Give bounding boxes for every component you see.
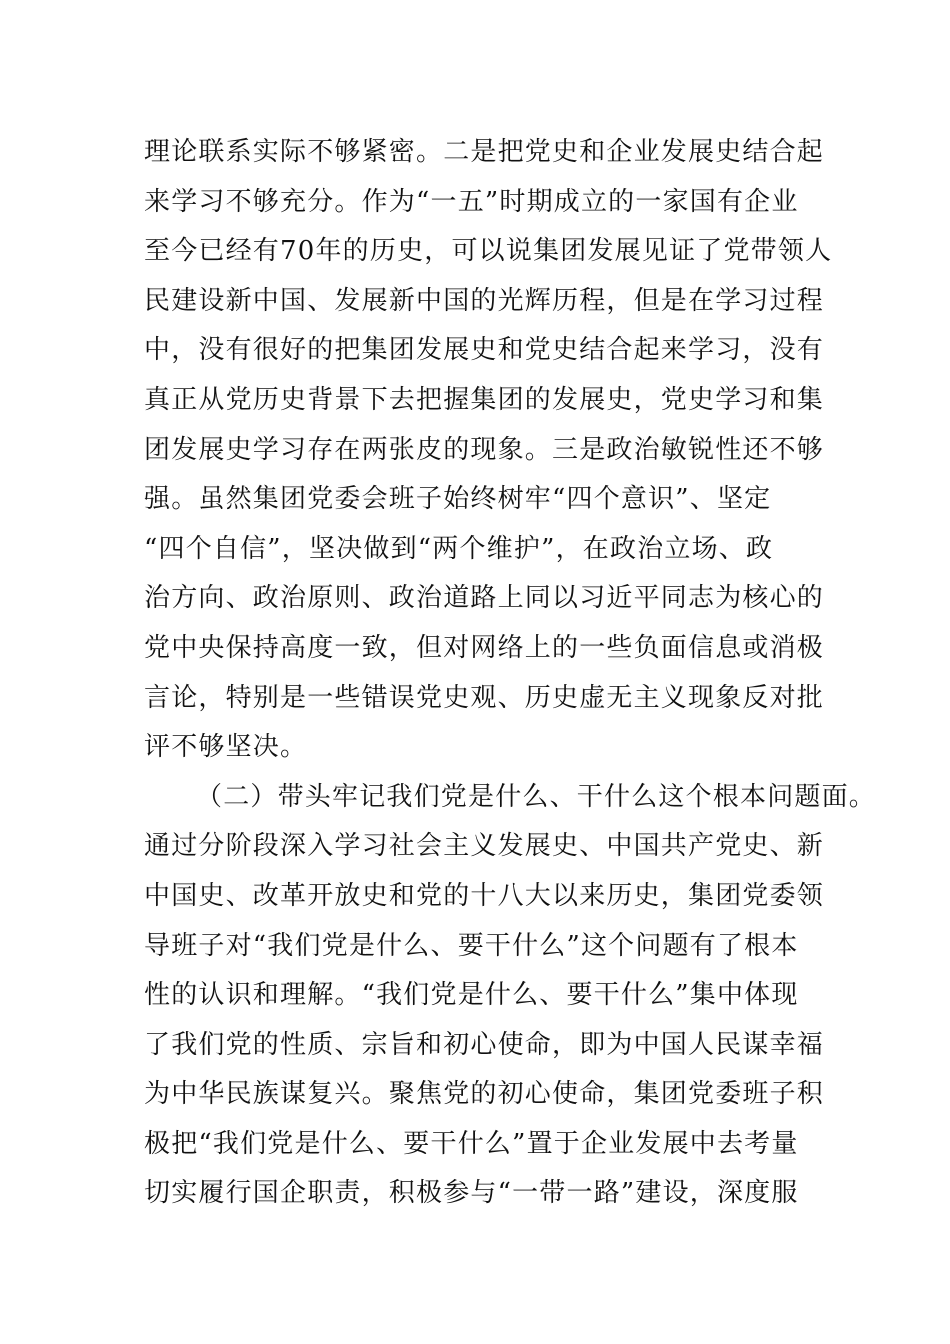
text-line: 真正从党历史背景下去把握集团的发展史，党史学习和集	[144, 384, 825, 415]
text-line: 言论，特别是一些错误党史观、历史虚无主义现象反对批	[144, 682, 825, 713]
text-line: “四个自信”，坚决做到“两个维护”，在政治立场、政	[144, 533, 774, 564]
text-line: 导班子对“我们党是什么、要干什么”这个问题有了根本	[144, 930, 799, 961]
text-line: 至今已经有70年的历史，可以说集团发展见证了党带领人	[144, 236, 833, 267]
text-line: 中，没有很好的把集团发展史和党史结合起来学习，没有	[144, 335, 825, 366]
section-heading-line: （二）带头牢记我们党是什么、干什么这个根本问题面。	[196, 781, 877, 812]
text-line: 通过分阶段深入学习社会主义发展史、中国共产党史、新	[144, 831, 825, 862]
text-line: 中国史、改革开放史和党的十八大以来历史，集团党委领	[144, 880, 825, 911]
text-line: 民建设新中国、发展新中国的光辉历程，但是在学习过程	[144, 285, 825, 316]
text-line: 了我们党的性质、宗旨和初心使命，即为中国人民谋幸福	[144, 1029, 825, 1060]
text-line: 团发展史学习存在两张皮的现象。三是政治敏锐性还不够	[144, 434, 825, 465]
text-line: 极把“我们党是什么、要干什么”置于企业发展中去考量	[144, 1128, 799, 1159]
text-line: 为中华民族谋复兴。聚焦党的初心使命，集团党委班子积	[144, 1079, 825, 1110]
text-line: 切实履行国企职责，积极参与“一带一路”建设，深度服	[144, 1178, 799, 1209]
text-line: 强。虽然集团党委会班子始终树牢“四个意识”、坚定	[144, 484, 772, 515]
text-line: 评不够坚决。	[144, 732, 308, 763]
text-line: 党中央保持高度一致，但对网络上的一些负面信息或消极	[144, 632, 825, 663]
text-line: 性的认识和理解。“我们党是什么、要干什么”集中体现	[144, 980, 799, 1011]
text-line: 来学习不够充分。作为“一五”时期成立的一家国有企业	[144, 186, 799, 217]
document-body	[144, 128, 877, 1219]
text-line: 治方向、政治原则、政治道路上同以习近平同志为核心的	[144, 583, 825, 614]
text-line: 理论联系实际不够紧密。二是把党史和企业发展史结合起	[144, 137, 825, 167]
